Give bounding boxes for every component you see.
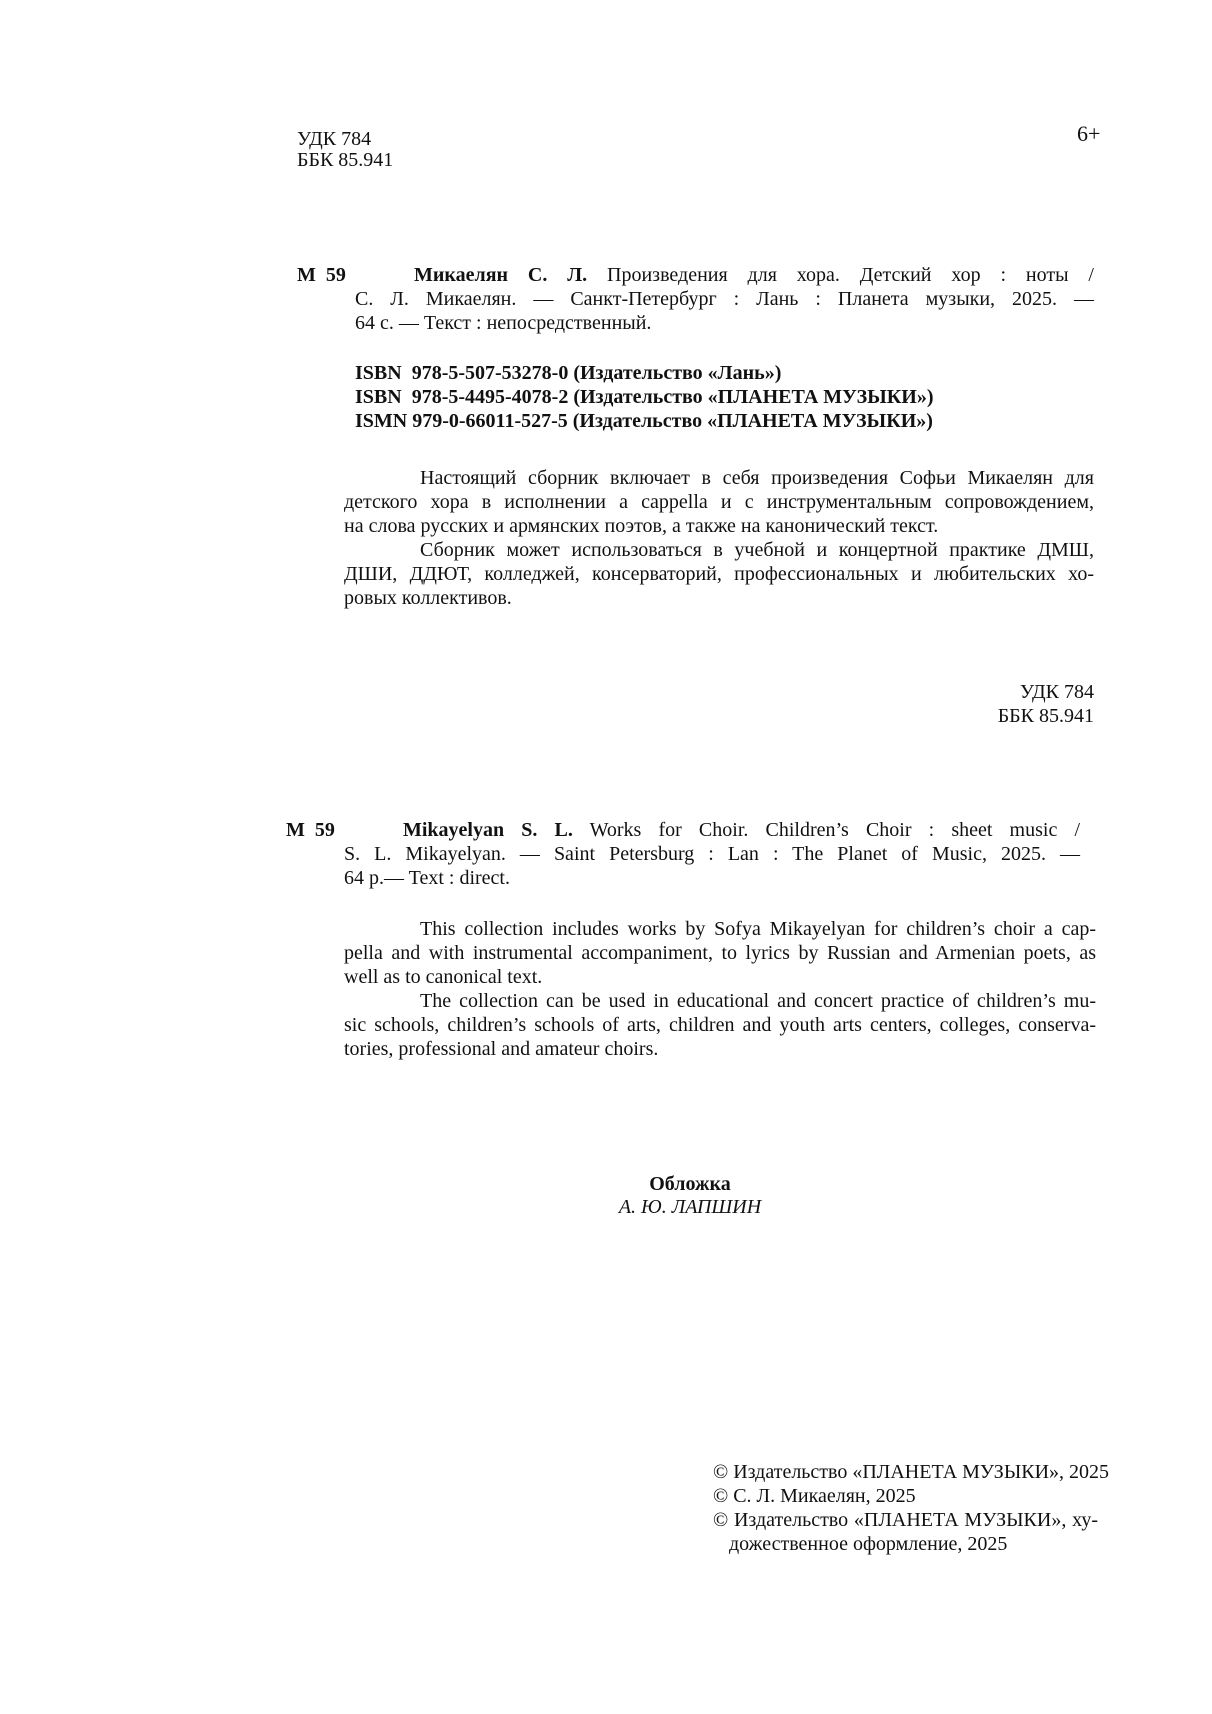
en-record-title: Works for Choir. Children’s Choir : sheet music / (589, 819, 1081, 841)
ru-annotation-line: Сборник может использоваться в учебной и концертной практике ДМШ, (420, 539, 1094, 561)
header-bbk: ББК 85.941 (297, 149, 394, 171)
en-annotation-line: This collection includes works by Sofya Mikayelyan for children’s choir a cap- (420, 918, 1096, 940)
en-annotation-line: sic schools, children’s schools of arts, children and youth arts centers, colleges, conserva- (344, 1014, 1096, 1036)
ru-record-author: Микаелян С. Л. (414, 264, 588, 286)
ru-record-code: М 59 (297, 264, 346, 286)
ru-annotation-line: Настоящий сборник включает в себя произведения Софьи Микаелян для (420, 467, 1094, 489)
copyright-line: © С. Л. Микаелян, 2025 (713, 1485, 916, 1507)
ru-annotation-line: ДШИ, ДДЮТ, колледжей, консерваторий, профессиональных и любительских хо- (344, 563, 1094, 585)
en-record-line2: S. L. Mikayelyan. — Saint Petersburg : Lan : The Planet of Music, 2025. — (344, 843, 1080, 865)
en-record-line3: 64 p.— Text : direct. (344, 867, 510, 889)
copyright-line: дожественное оформление, 2025 (729, 1533, 1008, 1555)
en-record-code: М 59 (286, 819, 335, 841)
ismn-planet: ISMN 979-0-66011-527-5 (Издательство «ПЛАНЕТА МУЗЫКИ») (355, 410, 933, 432)
en-record-line1 (403, 818, 1080, 842)
ru-record-line1 (414, 263, 1094, 287)
ru-record-title: Произведения для хора. Детский хор : ноты / (607, 264, 1094, 286)
en-annotation (344, 917, 1096, 1061)
ru-record-line3: 64 с. — Текст : непосредственный. (355, 312, 652, 334)
en-annotation-line: well as to canonical text. (344, 966, 543, 988)
isbn-planet: ISBN 978-5-4495-4078-2 (Издательство «ПЛАНЕТА МУЗЫКИ») (355, 386, 934, 408)
en-record-author: Mikayelyan S. L. (403, 819, 573, 841)
copyright-block (713, 1460, 1110, 1556)
en-annotation-line: The collection can be used in educational and concert practice of children’s mu- (420, 990, 1096, 1012)
en-annotation-line: tories, professional and amateur choirs. (344, 1038, 659, 1060)
copyright-line: © Издательство «ПЛАНЕТА МУЗЫКИ», 2025 (713, 1461, 1110, 1483)
ru-record-udk: УДК 784 (1019, 681, 1094, 703)
isbn-lan: ISBN 978-5-507-53278-0 (Издательство «Лань») (355, 362, 782, 384)
cover-label: Обложка (649, 1173, 731, 1195)
ru-annotation (344, 466, 1094, 610)
ru-record-line2: С. Л. Микаелян. — Санкт-Петербург : Лань : Планета музыки, 2025. — (355, 288, 1094, 310)
ru-annotation-line: детского хора в исполнении а cappella и с инструментальным сопровождением, (344, 491, 1094, 513)
age-rating: 6+ (1077, 121, 1101, 146)
en-annotation-line: pella and with instrumental accompaniment, to lyrics by Russian and Armenian poets, as (344, 942, 1096, 964)
header-udk: УДК 784 (297, 128, 372, 150)
ru-record-bbk: ББК 85.941 (997, 705, 1094, 727)
copyright-line: © Издательство «ПЛАНЕТА МУЗЫКИ», ху- (713, 1509, 1098, 1531)
cover-artist: А. Ю. ЛАПШИН (618, 1196, 762, 1218)
ru-annotation-line: ровых коллективов. (344, 587, 512, 609)
ru-annotation-line: на слова русских и армянских поэтов, а также на канонический текст. (344, 515, 939, 537)
